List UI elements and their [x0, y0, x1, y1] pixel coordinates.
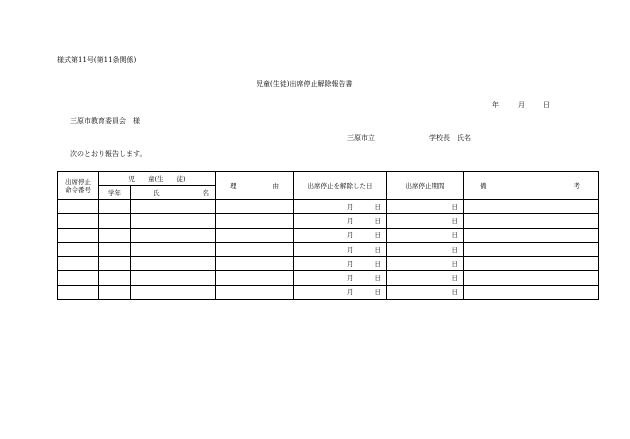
day-unit: 日 — [374, 274, 382, 283]
table-body — [58, 200, 599, 300]
table-row — [58, 285, 599, 299]
release-date-cell[interactable] — [294, 285, 387, 299]
reason-header-char1: 理 — [230, 181, 237, 190]
grade-cell[interactable] — [99, 242, 131, 256]
date-month-label: 月 — [518, 101, 525, 109]
order-number-header-line2: 命令番号 — [65, 185, 91, 194]
reason-cell[interactable] — [216, 271, 294, 285]
month-unit: 月 — [347, 274, 354, 283]
day-unit: 日 — [374, 288, 382, 297]
table-row — [58, 228, 599, 242]
day-unit: 日 — [451, 216, 459, 225]
student-group-header: 児 童(生 徒) — [99, 172, 216, 186]
remarks-header — [464, 172, 599, 200]
month-unit: 月 — [347, 231, 354, 240]
name-cell[interactable] — [131, 271, 216, 285]
name-cell[interactable] — [131, 242, 216, 256]
release-date-cell[interactable] — [294, 271, 387, 285]
name-cell[interactable] — [131, 200, 216, 214]
grade-cell[interactable] — [99, 228, 131, 242]
suspension-period-cell[interactable] — [387, 242, 464, 256]
day-unit: 日 — [451, 231, 459, 240]
reason-header-char2: 由 — [272, 181, 280, 190]
remarks-header-char1: 備 — [480, 181, 487, 190]
date-day-label: 日 — [543, 101, 550, 109]
day-unit: 日 — [451, 202, 459, 211]
day-unit: 日 — [374, 245, 382, 254]
month-unit: 月 — [347, 245, 354, 254]
table-row — [58, 242, 599, 256]
grade-cell[interactable] — [99, 200, 131, 214]
grade-cell[interactable] — [99, 271, 131, 285]
day-unit: 日 — [451, 259, 459, 268]
order-number-cell[interactable] — [58, 285, 99, 299]
month-unit: 月 — [347, 216, 354, 225]
day-unit: 日 — [451, 245, 459, 254]
name-cell[interactable] — [131, 257, 216, 271]
order-number-cell[interactable] — [58, 200, 99, 214]
release-date-cell[interactable] — [294, 257, 387, 271]
form-number: 様式第11号(第11条関係) — [57, 56, 137, 64]
table-row — [58, 214, 599, 228]
order-number-header-line1: 出席停止 — [65, 177, 91, 186]
intro-text: 次のとおり報告します。 — [70, 150, 147, 158]
suspension-period-cell[interactable] — [387, 257, 464, 271]
date-year-label: 年 — [492, 101, 499, 109]
month-unit: 月 — [347, 259, 354, 268]
table-row — [58, 200, 599, 214]
release-date-cell[interactable] — [294, 228, 387, 242]
grade-cell[interactable] — [99, 214, 131, 228]
release-date-cell[interactable] — [294, 214, 387, 228]
suspension-period-cell[interactable] — [387, 285, 464, 299]
name-header-char2: 名 — [202, 188, 210, 197]
reason-cell[interactable] — [216, 228, 294, 242]
name-cell[interactable] — [131, 285, 216, 299]
suspension-period-cell[interactable] — [387, 228, 464, 242]
reason-header — [216, 172, 294, 200]
day-unit: 日 — [374, 259, 382, 268]
grade-header: 学年 — [99, 186, 131, 200]
table-row — [58, 271, 599, 285]
table-row — [58, 257, 599, 271]
remarks-cell[interactable] — [464, 271, 599, 285]
addressee: 三原市教育委員会 様 — [70, 117, 140, 125]
order-number-cell[interactable] — [58, 257, 99, 271]
day-unit: 日 — [374, 216, 382, 225]
name-cell[interactable] — [131, 214, 216, 228]
remarks-cell[interactable] — [464, 242, 599, 256]
suspension-period-header: 出席停止期間 — [387, 172, 464, 200]
grade-cell[interactable] — [99, 257, 131, 271]
order-number-cell[interactable] — [58, 242, 99, 256]
reason-cell[interactable] — [216, 257, 294, 271]
remarks-cell[interactable] — [464, 285, 599, 299]
order-number-cell[interactable] — [58, 214, 99, 228]
name-cell[interactable] — [131, 228, 216, 242]
header-row — [58, 172, 599, 186]
suspension-period-cell[interactable] — [387, 271, 464, 285]
order-number-cell[interactable] — [58, 271, 99, 285]
report-table — [57, 171, 599, 300]
month-unit: 月 — [347, 288, 354, 297]
remarks-cell[interactable] — [464, 228, 599, 242]
order-number-header — [58, 172, 99, 200]
remarks-header-char2: 考 — [573, 181, 581, 190]
remarks-cell[interactable] — [464, 257, 599, 271]
reason-cell[interactable] — [216, 285, 294, 299]
name-header-char1: 氏 — [153, 188, 160, 197]
form-title: 児童(生徒)出席停止解除報告書 — [256, 80, 353, 88]
name-header — [131, 186, 216, 200]
grade-cell[interactable] — [99, 285, 131, 299]
day-unit: 日 — [374, 231, 382, 240]
suspension-period-cell[interactable] — [387, 214, 464, 228]
remarks-cell[interactable] — [464, 214, 599, 228]
day-unit: 日 — [451, 288, 459, 297]
sender-principal: 学校長 氏名 — [429, 134, 471, 142]
suspension-period-cell[interactable] — [387, 200, 464, 214]
reason-cell[interactable] — [216, 200, 294, 214]
release-date-header: 出席停止を解除した日 — [294, 172, 387, 200]
remarks-cell[interactable] — [464, 200, 599, 214]
reason-cell[interactable] — [216, 214, 294, 228]
day-unit: 日 — [374, 202, 382, 211]
order-number-cell[interactable] — [58, 228, 99, 242]
release-date-cell[interactable] — [294, 242, 387, 256]
reason-cell[interactable] — [216, 242, 294, 256]
sender-school: 三原市立 — [347, 134, 375, 142]
release-date-cell[interactable] — [294, 200, 387, 214]
month-unit: 月 — [347, 202, 354, 211]
day-unit: 日 — [451, 274, 459, 283]
